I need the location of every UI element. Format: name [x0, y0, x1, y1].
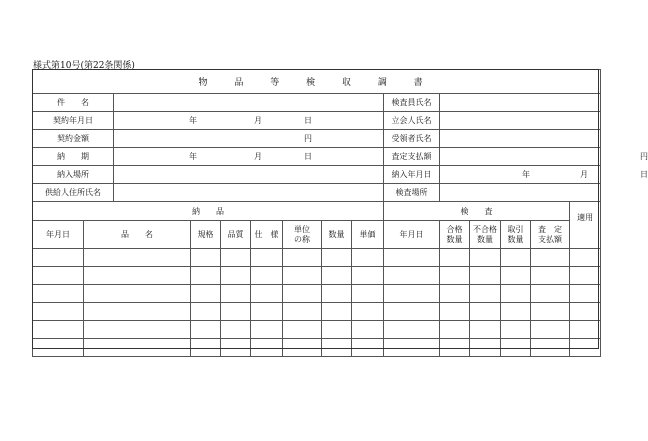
- fill-marker: 月: [580, 170, 588, 179]
- right-field-label: 受領者氏名: [384, 130, 440, 148]
- fill-marker: 日: [304, 116, 312, 125]
- delivery-section-header: 納 品: [33, 202, 384, 221]
- column-header-text: 数量: [446, 234, 463, 244]
- form-number-label: 様式第10号(第22条関係): [33, 61, 135, 71]
- left-field-label: 契約年月日: [33, 112, 114, 130]
- left-field-label: 納 期: [33, 148, 114, 166]
- fill-marker: 月: [254, 152, 262, 161]
- left-field-label: 件 名: [33, 94, 114, 112]
- column-header-text: 不合格: [473, 224, 497, 234]
- right-field-label: 立会人氏名: [384, 112, 440, 130]
- column-header-text: 査 定: [538, 224, 562, 234]
- fill-marker: 年: [189, 152, 197, 161]
- column-header-text: 数量: [328, 229, 345, 239]
- column-header-text: 年月日: [399, 229, 424, 239]
- column-header-text: 単価: [359, 229, 376, 239]
- fill-marker: 円: [640, 152, 648, 161]
- column-header-text: 規格: [197, 229, 214, 239]
- column-header-text: 仕 様: [254, 229, 279, 239]
- column-header-text: 支払額: [538, 234, 562, 244]
- form-title: 物 品 等 検 収 調 書: [33, 70, 601, 94]
- right-field-label: 検査員氏名: [384, 94, 440, 112]
- remarks-header: 適用: [570, 202, 601, 249]
- column-header-text: 品質: [227, 229, 244, 239]
- fill-marker: 月: [254, 116, 262, 125]
- column-header-text: 合格: [446, 224, 463, 234]
- column-header-text: 単位: [294, 224, 310, 234]
- fill-marker: 円: [304, 134, 312, 143]
- fill-marker: 日: [640, 170, 648, 179]
- left-field-label: 納入場所: [33, 166, 114, 184]
- column-header-text: 数量: [507, 234, 524, 244]
- fill-marker: 年: [189, 116, 197, 125]
- column-header-text: 品 名: [121, 229, 153, 239]
- column-header-text: 数量: [477, 234, 493, 244]
- column-header-text: 取引: [507, 224, 524, 234]
- left-field-label: 供給人住所氏名: [33, 184, 114, 202]
- column-header-text: の称: [294, 234, 310, 244]
- inspection-section-header: 検 査: [384, 202, 570, 221]
- column-header-text: 年月日: [46, 229, 70, 239]
- fill-marker: 日: [304, 152, 312, 161]
- outer-border: [32, 69, 599, 349]
- right-field-label: 査定支払額: [384, 148, 440, 166]
- left-field-label: 契約金額: [33, 130, 114, 148]
- right-field-label: 納入年月日: [384, 166, 440, 184]
- fill-marker: 年: [522, 170, 530, 179]
- right-field-label: 検査場所: [384, 184, 440, 202]
